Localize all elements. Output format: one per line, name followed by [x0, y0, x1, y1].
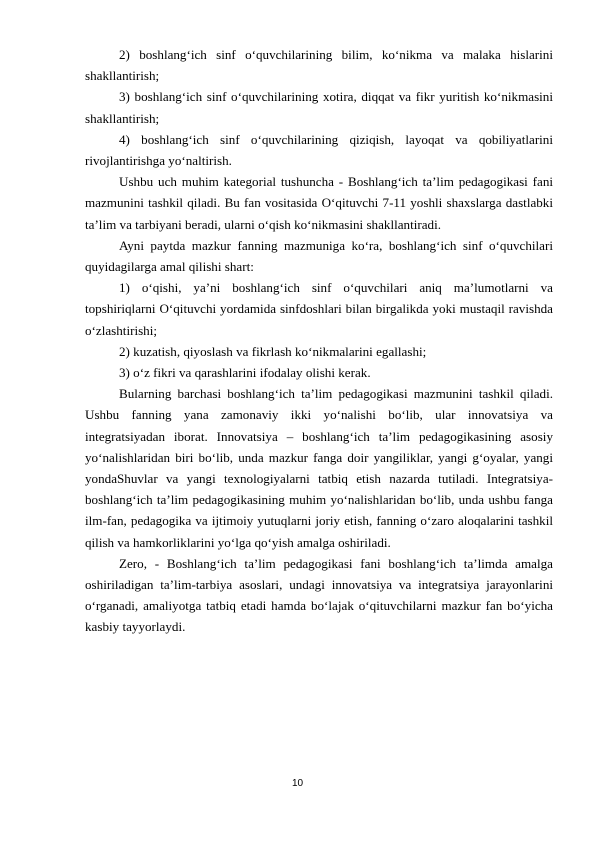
paragraph-goal-4: 4) boshlang‘ich sinf o‘quvchilarining qiziqish, layoqat va qobiliyatlarini rivojlantirishga yo‘naltirish. [85, 131, 553, 169]
body-text [85, 44, 553, 638]
paragraph-goal-2: 2) boshlang‘ich sinf o‘quvchilarining bilim, ko‘nikma va malaka hislarini shakllantirish; [85, 47, 553, 84]
paragraph-requirements-intro: Ayni paytda mazkur fanning mazmuniga ko‘ra, boshlang‘ich sinf o‘quvchilari quyidagilarga amal qilishi shart: [85, 237, 553, 275]
page-number: 10 [291, 778, 304, 789]
paragraph-innovation-integration: Bularning barchasi boshlang‘ich ta’lim pedagogikasi mazmunini tashkil qiladi. Ushbu fanning yana zamonaviy ikki yo‘nalishi bo‘lib, ular innovatsiya va integratsiyadan iborat. Innovatsiya – boshlang‘ich ta’lim pedagogikasining asosiy yo‘nalishlaridan biri bo‘lib, unda mazkur fanga doir yangiliklar, yangi g‘oyalar, yangi yondaShuvlar va yangi texnologiyalarni tatbiq etish nazarda tutiladi. Integratsiya- boshlang‘ich ta’lim pedagogikasining muhim yo‘nalishlaridan bo‘lib, unda ushbu fanga ilm-fan, pedagogika va ijtimoiy yutuqlarni joriy etish, fanning o‘zaro aloqalarini tashkil qilish va hamkorliklarini yo‘lga qo‘yish amalga oshiriladi. [85, 386, 553, 550]
paragraph-requirement-3: 3) o‘z fikri va qarashlarini ifodalay olishi kerak. [119, 365, 371, 381]
paragraph-requirement-2: 2) kuzatish, qiyoslash va fikrlash ko‘nikmalarini egallashi; [119, 343, 427, 359]
paragraph-requirement-1: 1) o‘qishi, ya’ni boshlang‘ich sinf o‘quvchilari aniq ma’lumotlarni va topshiriqlarni O‘qituvchi yordamida sinfdoshlari bilan birgalikda yoki mustaqil ravishda o‘zlashtirishi; [85, 280, 553, 338]
paragraph-categories: Ushbu uch muhim kategorial tushuncha - Boshlang‘ich ta’lim pedagogikasi fani mazmunini tashkil qiladi. Bu fan vositasida O‘qituvchi 7-11 yoshli shaxslarga dastlabki ta’lim va tarbiyani beradi, ularni o‘qish ko‘nikmasini shakllantiradi. [85, 174, 553, 232]
paragraph-goal-3: 3) boshlang‘ich sinf o‘quvchilarining xotira, diqqat va fikr yuritish ko‘nikmasini shakllantirish; [85, 89, 553, 126]
paragraph-conclusion: Zero, - Boshlang‘ich ta’lim pedagogikasi fani boshlang‘ich ta’limda amalga oshiriladigan ta’lim-tarbiya asoslari, undagi innovatsiya va integratsiya jarayonlarini o‘rganadi, amaliyotga tatbiq etadi hamda bo‘lajak o‘qituvchilarni mazkur fan bo‘yicha kasbiy tayyorlaydi. [85, 555, 553, 635]
